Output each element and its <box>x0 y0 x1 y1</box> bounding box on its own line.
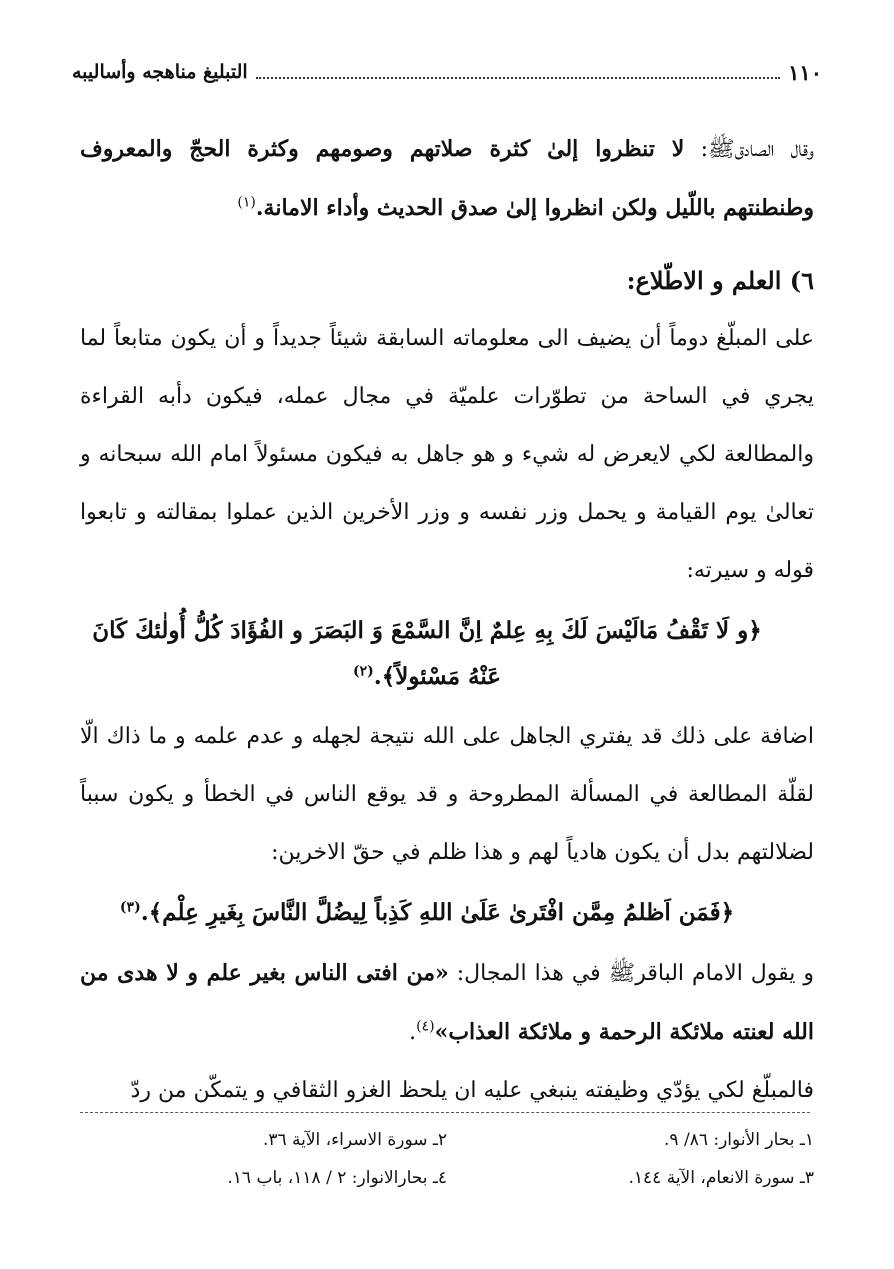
verse-text-1: ﴿و لَا تَقْفُ مَالَيْسَ لَكَ بِهِ عِلمٌ اِنَّ السَّمْعَ وَ البَصَرَ و الفُؤَادَ كُلُّ أُولٰئكَ كَانَ عَنْهُ مَسْئولاً﴾. <box>92 617 762 690</box>
paragraph-sadiq-quote <box>80 120 814 238</box>
quran-verse-2 <box>80 890 774 936</box>
paragraph-knowledge: على المبلّغ دوماً أن يضيف الى معلوماته السابقة شيئاً جديداً و أن يكون متابعاً لما يجري في الساحة من تطوّرات علميّة في مجال عمله، فيكون دأبه القراءة والمطالعة لكي لايعرض له شيء و هو جاهل به فيكون مسئولاً امام الله سبحانه و تعالىٰ يوم القيامة و يحمل وزر نفسه و وزر الأخرين الذين عملوا بمقالته و تابعوا قوله و سيرته: <box>80 326 814 583</box>
page-header <box>72 52 822 92</box>
footnotes <box>80 1130 814 1188</box>
footnote-ref-1: (١) <box>237 194 256 211</box>
footnote-ref-4: (٤) <box>416 1018 435 1035</box>
baqir-intro: و يقول الامام الباقر‏ﷺ في هذا المجال: <box>448 961 814 986</box>
footnote-1: ١ـ بحار الأنوار: ٨٦/ ٩. <box>664 1130 814 1150</box>
verse-text-2: ﴿فَمَن اَظلمُ مِمَّن افْتَرىٰ عَلَىٰ اللهِ كَذِباً لِيضُلَّ النَّاسَ بِغَيرِ عِلْم﴾. <box>140 899 735 926</box>
footnote-4: ٤ـ بحارالانوار: ٢ / ١١٨، باب ١٦. <box>227 1168 447 1188</box>
section-heading: ٦) العلم و الاطّلاع: <box>626 266 814 295</box>
header-dotted-leader <box>256 65 780 79</box>
paragraph-continuation: فالمبلّغ لكي يؤدّي وظيفته ينبغي عليه ان يلحظ الغزو الثقافي و يتمكّن من ردّ <box>130 1078 814 1103</box>
quote-text: لا تنظروا إلىٰ كثرة صلاتهم وصومهم وكثرة الحجّ والمعروف وطنطنتهم باللّيل ولكن انظروا إلىٰ صدق الحديث وأداء الامانة. <box>80 136 814 221</box>
quote-intro: وقال الصادق‏ﷺ: <box>684 137 815 162</box>
paragraph-baqir-quote: و يقول الامام الباقر‏ﷺ في هذا المجال: «من افتى الناس بغير علم و لا هدى من الله لعنته ملائكة الرحمة و ملائكة العذاب»$^{(٤)}$. <box>80 960 814 1045</box>
baqir-quote-text: «من افتى الناس بغير علم و لا هدى من الله لعنته ملائكة الرحمة و ملائكة العذاب» <box>80 960 814 1045</box>
footnote-3: ٣ـ سورة الانعام، الآية ١٤٤. <box>628 1168 814 1188</box>
running-title: التبليغ مناهجه وأساليبه <box>72 61 248 83</box>
footnote-ref-3: (٣) <box>119 899 141 916</box>
quran-verse-1 <box>80 608 774 700</box>
page-number: ١١٠ <box>788 59 822 85</box>
page-body <box>80 120 814 1120</box>
footnote-2: ٢ـ سورة الاسراء، الآية ٣٦. <box>262 1130 447 1150</box>
footnote-ref-2: (٢) <box>352 663 374 680</box>
paragraph-ignorance: اضافة على ذلك قد يفتري الجاهل على الله نتيجة لجهله و عدم علمه و ما ذاك الّا لقلّة المطالعة في المسألة المطروحة و قد يوقع الناس في الخطأ و يكون سبباً لضلالتهم بدل أن يكون هادياً لهم و هذا ظلم في حقّ الاخرين: <box>80 724 814 865</box>
footnote-separator <box>80 1112 810 1113</box>
